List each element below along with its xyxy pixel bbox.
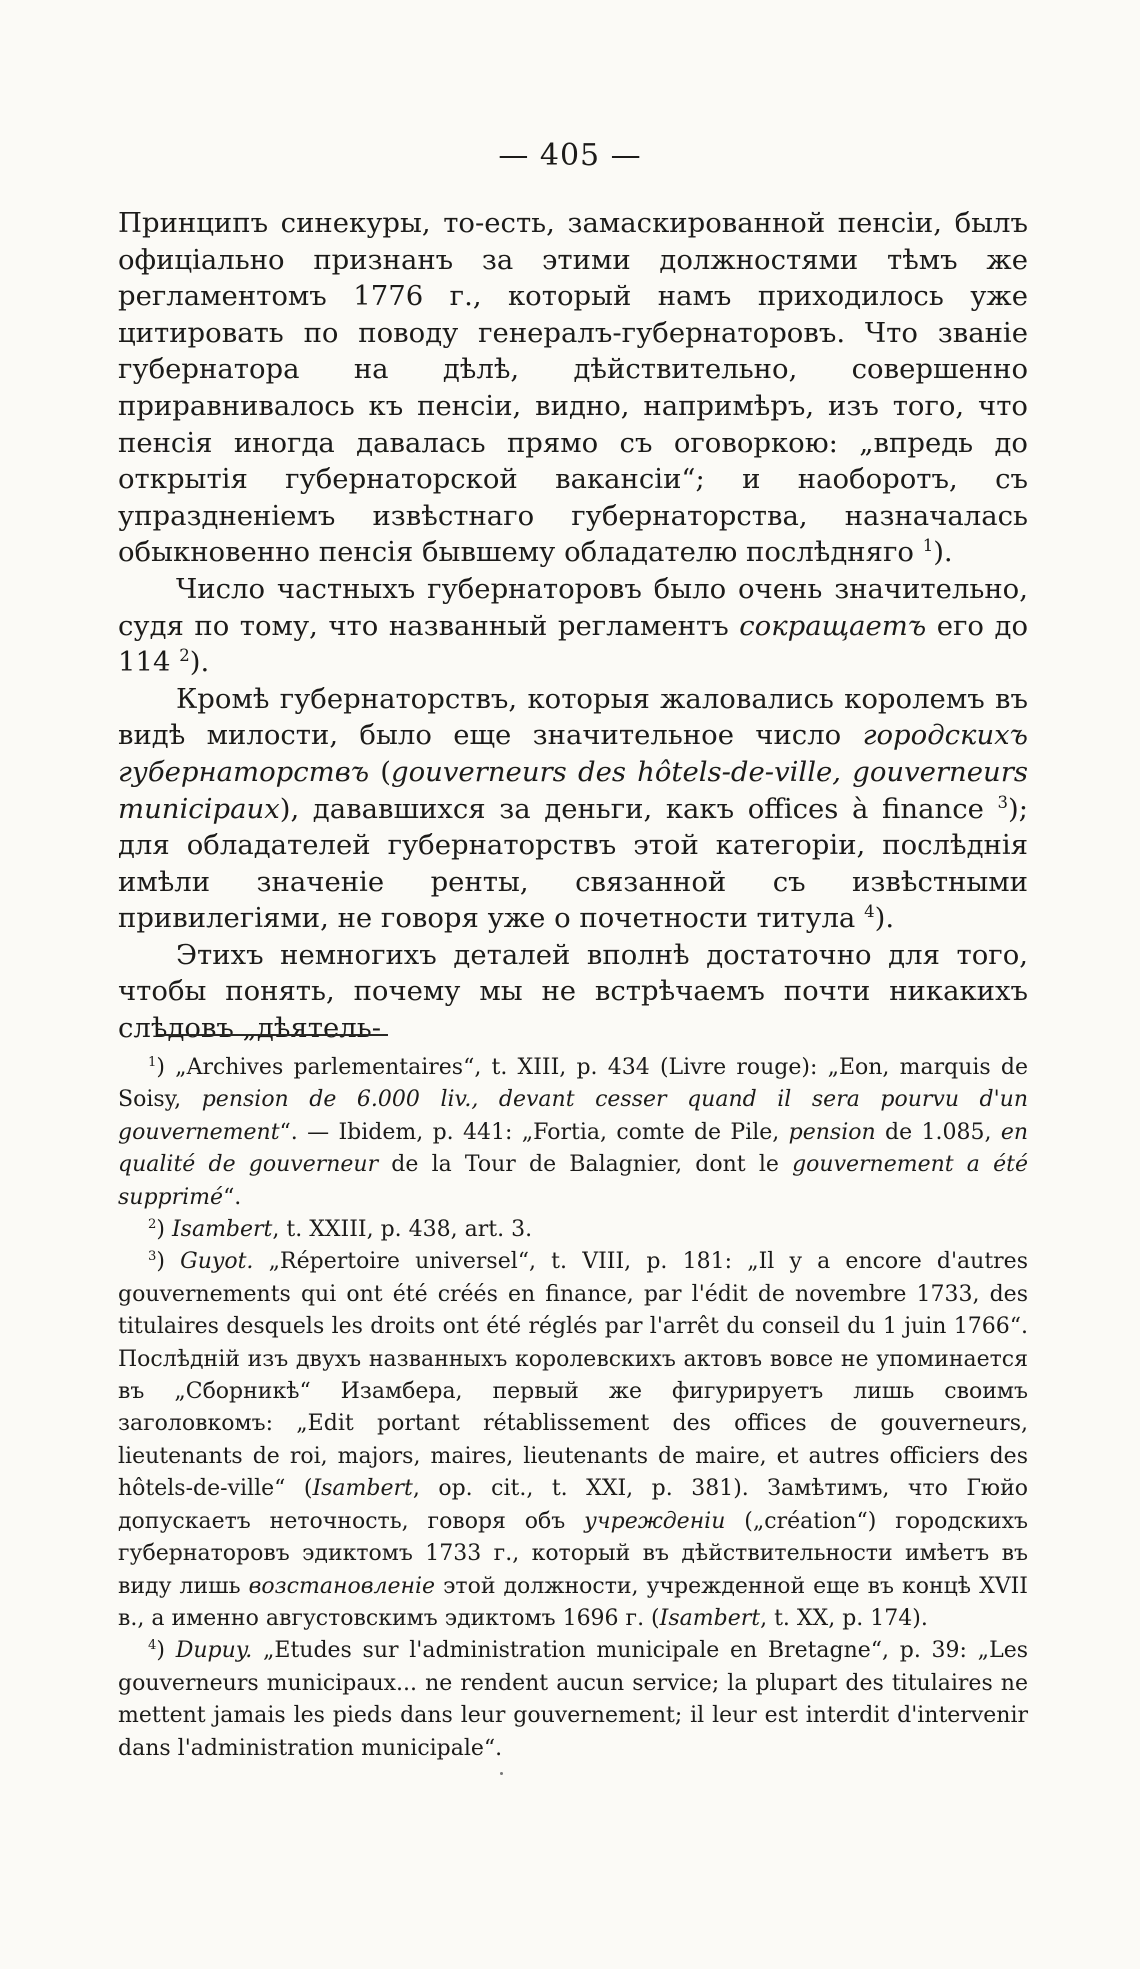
- footnote-1: $^1$) „Archives parlementaires“, t. XIII, p. 434 (Livre rouge): „Eon, marquis de Soisy, pension de 6.000 liv., devant cesser quand il sera pourvu d'un gouvernement“. — Ibidem, p. 441: „Fortia, comte de Pile, pension de 1.085, en qualité de gouverneur de la Tour de Balagnier, dont le gouvernement a été supprimé“.: [118, 1055, 1029, 1210]
- footnotes: [118, 1052, 1028, 1765]
- footnote-ref-4[interactable]: 4: [864, 902, 875, 922]
- main-text: [118, 205, 1028, 1047]
- paragraph-1: Принципъ синекуры, то-есть, замаскированной пенсіи, былъ офиціально признанъ за этими должностями тѣмъ же регламентомъ 1776 г., который намъ приходилось уже цитировать по поводу генералъ-губернаторовъ. Что званіе губернатора на дѣлѣ, дѣйствительно, совершенно приравнивалось къ пенсіи, видно, напримѣръ, изъ того, что пенсія иногда давалась прямо съ оговоркою: „впредь до открытія губернаторской вакансіи“; и наоборотъ, съ упраздненіемъ извѣстнаго губернаторства, назначалась обыкновенно пенсія бывшему обладателю послѣдняго $^1$).: [118, 207, 1028, 569]
- footnote-ref-2[interactable]: 2: [179, 646, 190, 666]
- footnote-divider: [158, 1034, 388, 1036]
- footnote-ref-3[interactable]: 3: [997, 792, 1008, 812]
- paragraph-3: Кромѣ губернаторствъ, которыя жаловались королемъ въ видѣ милости, было еще значительное число городскихъ губернаторствъ (gouverneurs des hôtels-de-ville, gouverneurs municipaux), дававшихся за деньги, какъ offices à finance $^3$); для обладателей губернаторствъ этой категоріи, послѣднія имѣли значеніе ренты, связанной съ извѣстными привилегіями, не говоря уже о почетности титула $^4$).: [118, 682, 1028, 935]
- paragraph-4: Этихъ немногихъ деталей вполнѣ достаточно для того, чтобы понять, почему мы не встрѣчаемъ почти никакихъ слѣдовъ „дѣятель-: [118, 938, 1028, 1045]
- paragraph-2: Число частныхъ губернаторовъ было очень значительно, судя по тому, что названный регламентъ сокращаетъ его до 114 $^2$).: [118, 572, 1028, 679]
- footnote-3: $^3$) Guyot. „Répertoire universel“, t. VIII, p. 181: „Il y a encore d'autres gouvernements qui ont été créés en finance, par l'édit de novembre 1733, des titulaires desquels les droits ont été réglés par l'arrêt du conseil du 1 juin 1766“. Послѣдній изъ двухъ названныхъ королевскихъ актовъ вовсе не упоминается въ „Сборникѣ“ Изамбера, первый же фигурируетъ лишь своимъ заголовкомъ: „Edit portant rétablissement des offices de gouverneurs, lieutenants de roi, majors, maires, lieutenants de maire, et autres officiers des hôtels-de-ville“ (Isambert, op. cit., t. XXI, p. 381). Замѣтимъ, что Гюйо допускаетъ неточность, говоря объ учрежденіи („création“) городскихъ губернаторовъ эдиктомъ 1733 г., который въ дѣйствительности имѣетъ въ виду лишь возстановленіе этой должности, учрежденной еще въ концѣ XVII в., а именно августовскимъ эдиктомъ 1696 г. (Isambert, t. XX, p. 174).: [118, 1249, 1029, 1631]
- page-number: — 405 —: [498, 138, 642, 173]
- footnote-2: $^2$) Isambert, t. XXIII, p. 438, art. 3.: [148, 1217, 533, 1243]
- footnote-ref-1[interactable]: 1: [922, 536, 934, 556]
- footnote-4: $^4$) Dupuy. „Etudes sur l'administration municipale en Bretagne“, p. 39: „Les gouverneurs municipaux... ne rendent aucun service; la plupart des titulaires ne mettent jamais les pieds dans leur gouvernement; il leur est interdit d'intervenir dans l'administration municipale“.: [118, 1638, 1028, 1761]
- scan-speck: [500, 1772, 503, 1775]
